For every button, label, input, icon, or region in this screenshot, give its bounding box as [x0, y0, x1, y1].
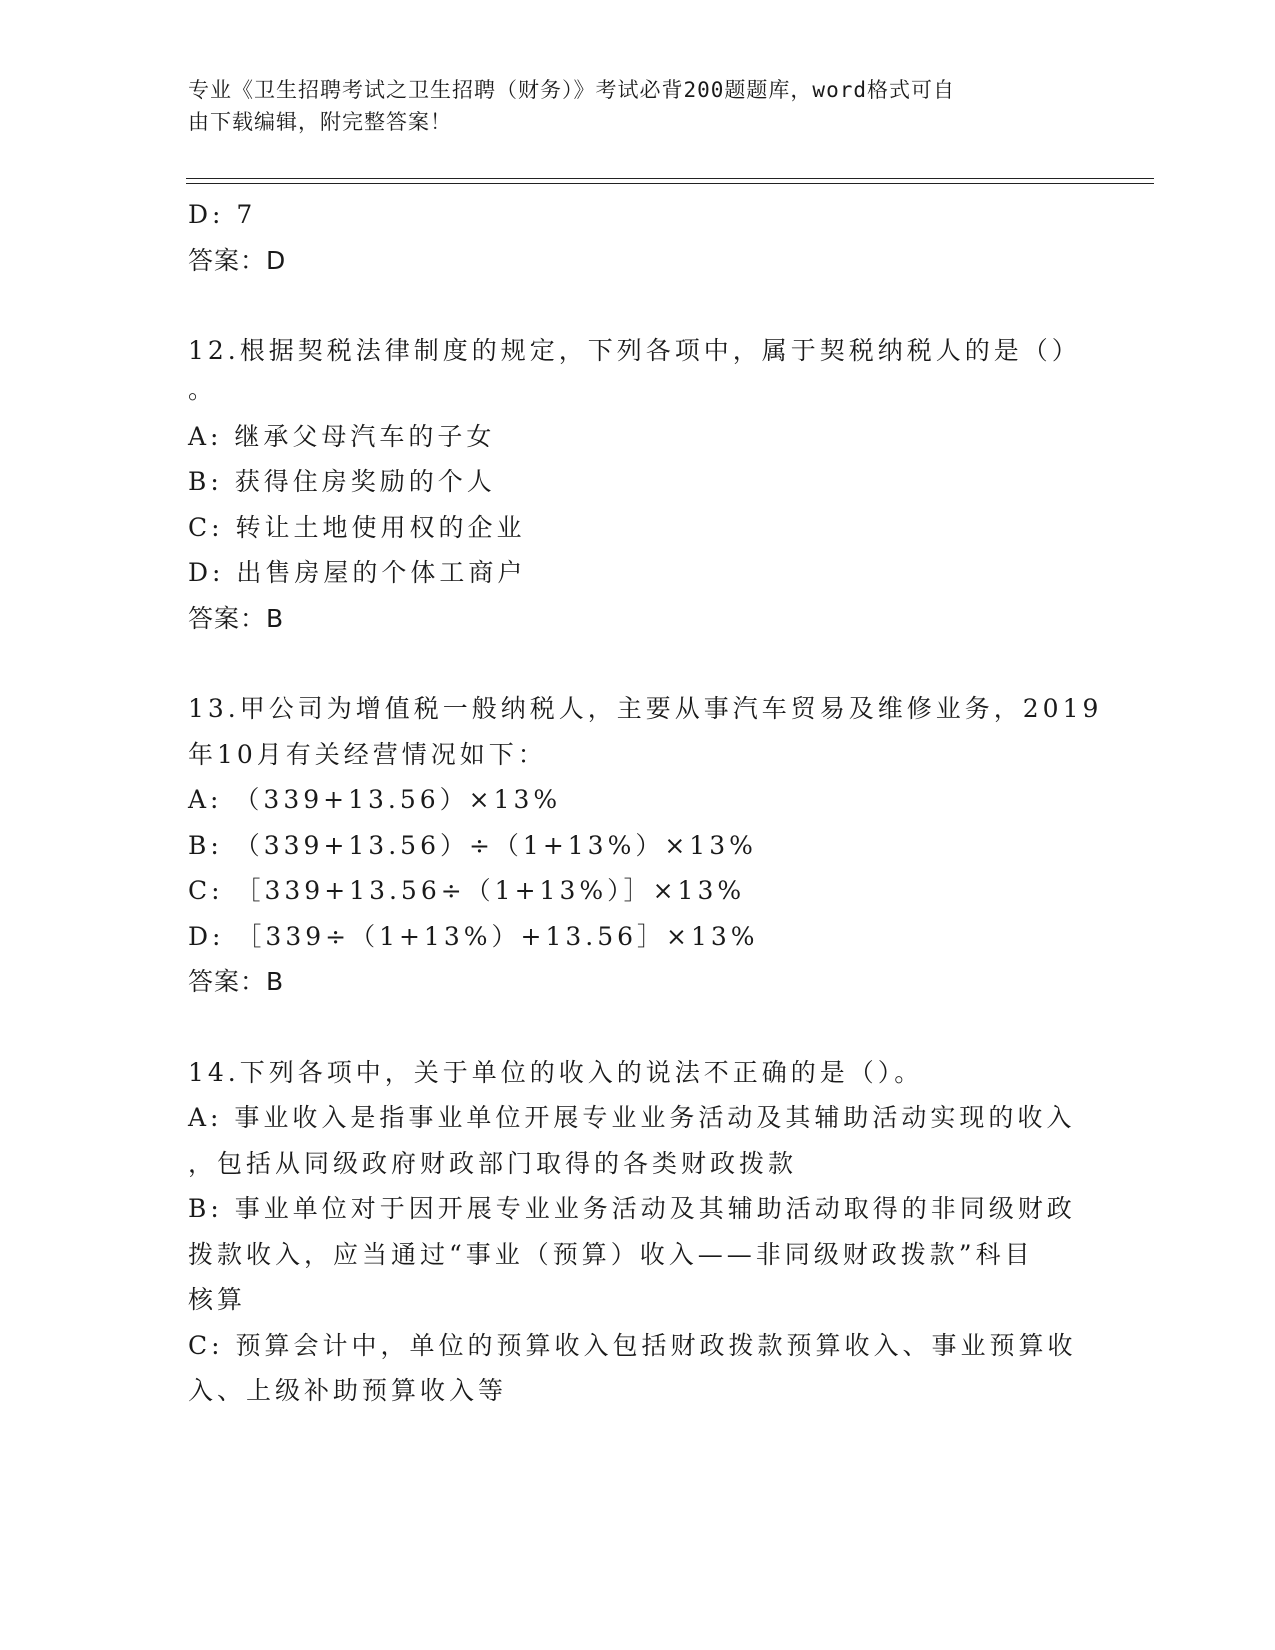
q11-option-d: D: 7	[188, 200, 257, 229]
question-13	[188, 686, 1103, 1005]
q14-stem-line-1: 14.下列各项中，关于单位的收入的说法不正确的是（）。	[188, 1057, 924, 1087]
q12-option-a: A: 继承父母汽车的子女	[188, 421, 496, 451]
q12-stem-line-2: 。	[188, 374, 218, 404]
question-11-tail	[188, 192, 1078, 283]
q13-stem-line-2: 年10月有关经营情况如下：	[188, 739, 547, 769]
q12-option-d: D: 出售房屋的个体工商户	[188, 558, 527, 587]
q12-option-b: B: 获得住房奖励的个人	[188, 467, 496, 496]
question-12	[188, 328, 1081, 641]
q12-answer: 答案：B	[188, 603, 285, 633]
header-line-2: 由下载编辑，附完整答案！	[188, 110, 452, 134]
q12-option-c: C: 转让土地使用权的企业	[188, 512, 526, 542]
q14-option-a-line-1: A: 事业收入是指事业单位开展专业业务活动及其辅助活动实现的收入	[188, 1103, 1076, 1132]
document-header	[188, 74, 1068, 138]
q11-answer: 答案：D	[188, 245, 287, 275]
q13-option-b: B: （339+13.56）÷（1+13%）×13%	[188, 830, 757, 860]
q13-option-d: D: ［339÷（1+13%）+13.56］×13%	[188, 921, 759, 951]
q14-option-b-line-1: B: 事业单位对于因开展专业业务活动及其辅助活动取得的非同级财政	[188, 1194, 1076, 1223]
q13-answer: 答案：B	[188, 967, 285, 996]
q13-option-c: C: ［339+13.56÷（1+13%）］×13%	[188, 876, 746, 905]
q13-option-a: A: （339+13.56）×13%	[188, 785, 562, 814]
header-line-1: 专业《卫生招聘考试之卫生招聘（财务）》考试必背200题题库，word格式可自	[188, 78, 955, 102]
q14-option-c-line-2: 入、上级补助预算收入等	[188, 1376, 508, 1405]
q14-option-b-line-3: 核算	[188, 1285, 247, 1314]
header-divider-thick	[186, 183, 1154, 184]
q14-option-c-line-1: C: 预算会计中，单位的预算收入包括财政拨款预算收入、事业预算收	[188, 1330, 1077, 1360]
q13-stem-line-1: 13.甲公司为增值税一般纳税人，主要从事汽车贸易及维修业务，2019	[188, 694, 1103, 723]
question-content	[188, 192, 1103, 1414]
header-divider-thin	[186, 178, 1154, 179]
q14-option-b-line-2: 拨款收入，应当通过“事业（预算）收入——非同级财政拨款”科目	[188, 1239, 1034, 1269]
question-14	[188, 1050, 1078, 1414]
q14-option-a-line-2: ，包括从同级政府财政部门取得的各类财政拨款	[188, 1148, 798, 1178]
q12-stem-line-1: 12.根据契税法律制度的规定，下列各项中，属于契税纳税人的是（）	[188, 336, 1081, 365]
